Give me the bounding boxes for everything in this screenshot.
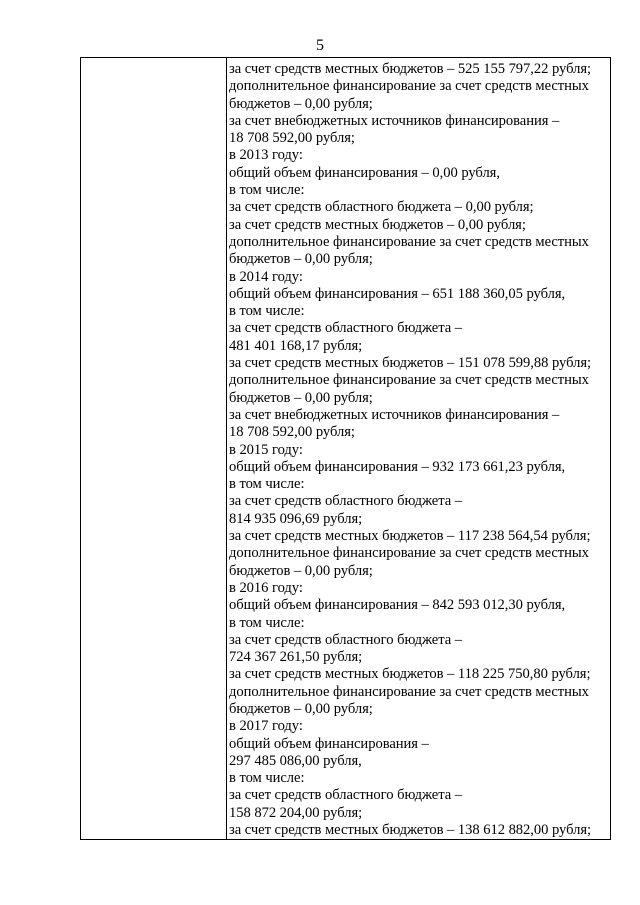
text-line: за счет средств областного бюджета – 0,00 рубля;: [229, 199, 534, 216]
text-line: бюджетов – 0,00 рубля;: [229, 389, 373, 406]
text-line: за счет средств местных бюджетов – 151 078 599,88 рубля;: [229, 355, 592, 372]
text-line: общий объем финансирования – 932 173 661,23 рубля,: [229, 458, 566, 475]
text-line: за счет средств областного бюджета –: [229, 493, 463, 510]
text-line: в том числе:: [229, 182, 305, 199]
text-line: бюджетов – 0,00 рубля;: [229, 95, 373, 112]
text-line: в том числе:: [229, 770, 305, 787]
text-line: 724 367 261,50 рубля;: [229, 649, 363, 666]
text-line: дополнительное финансирование за счет средств местных: [229, 78, 589, 95]
page-number: 5: [316, 37, 324, 54]
text-line: общий объем финансирования –: [229, 735, 429, 752]
text-line: в 2016 году:: [229, 579, 303, 596]
text-line: за счет средств областного бюджета –: [229, 631, 463, 648]
text-line: в том числе:: [229, 476, 305, 493]
text-line: за счет средств местных бюджетов – 117 238 564,54 рубля;: [229, 528, 591, 545]
text-line: в 2017 году:: [229, 718, 303, 735]
table-right-cell: [228, 61, 610, 839]
text-line: за счет средств местных бюджетов – 138 612 882,00 рубля;: [229, 822, 592, 839]
text-line: общий объем финансирования – 842 593 012,30 рубля,: [229, 597, 566, 614]
text-line: в том числе:: [229, 303, 305, 320]
text-line: дополнительное финансирование за счет средств местных: [229, 372, 589, 389]
text-line: 18 708 592,00 рубля;: [229, 130, 355, 147]
text-line: в 2014 году:: [229, 268, 303, 285]
text-line: общий объем финансирования – 651 188 360,05 рубля,: [229, 285, 566, 302]
text-line: 18 708 592,00 рубля;: [229, 424, 355, 441]
text-line: за счет средств местных бюджетов – 0,00 рубля;: [229, 216, 526, 233]
text-line: бюджетов – 0,00 рубля;: [229, 251, 373, 268]
text-line: 814 935 096,69 рубля;: [229, 510, 363, 527]
text-line: дополнительное финансирование за счет средств местных: [229, 233, 589, 250]
text-line: за счет средств областного бюджета –: [229, 787, 463, 804]
text-line: 158 872 204,00 рубля;: [229, 804, 363, 821]
text-line: в 2013 году:: [229, 147, 303, 164]
text-line: бюджетов – 0,00 рубля;: [229, 700, 373, 717]
text-line: 297 485 086,00 рубля,: [229, 752, 362, 769]
text-line: бюджетов – 0,00 рубля;: [229, 562, 373, 579]
text-line: за счет средств местных бюджетов – 118 225 750,80 рубля;: [229, 666, 591, 683]
text-line: дополнительное финансирование за счет средств местных: [229, 545, 589, 562]
text-line: общий объем финансирования – 0,00 рубля,: [229, 164, 500, 181]
text-line: 481 401 168,17 рубля;: [229, 337, 363, 354]
text-line: в 2015 году:: [229, 441, 303, 458]
text-line: дополнительное финансирование за счет средств местных: [229, 683, 589, 700]
text-line: за счет средств областного бюджета –: [229, 320, 463, 337]
table-left-cell: [81, 58, 227, 839]
text-line: за счет средств местных бюджетов – 525 155 797,22 рубля;: [229, 61, 592, 77]
text-line: за счет внебюджетных источников финансирования –: [229, 406, 560, 423]
text-line: в том числе:: [229, 614, 305, 631]
text-line: за счет внебюджетных источников финансирования –: [229, 112, 560, 129]
financing-table: [80, 57, 611, 840]
